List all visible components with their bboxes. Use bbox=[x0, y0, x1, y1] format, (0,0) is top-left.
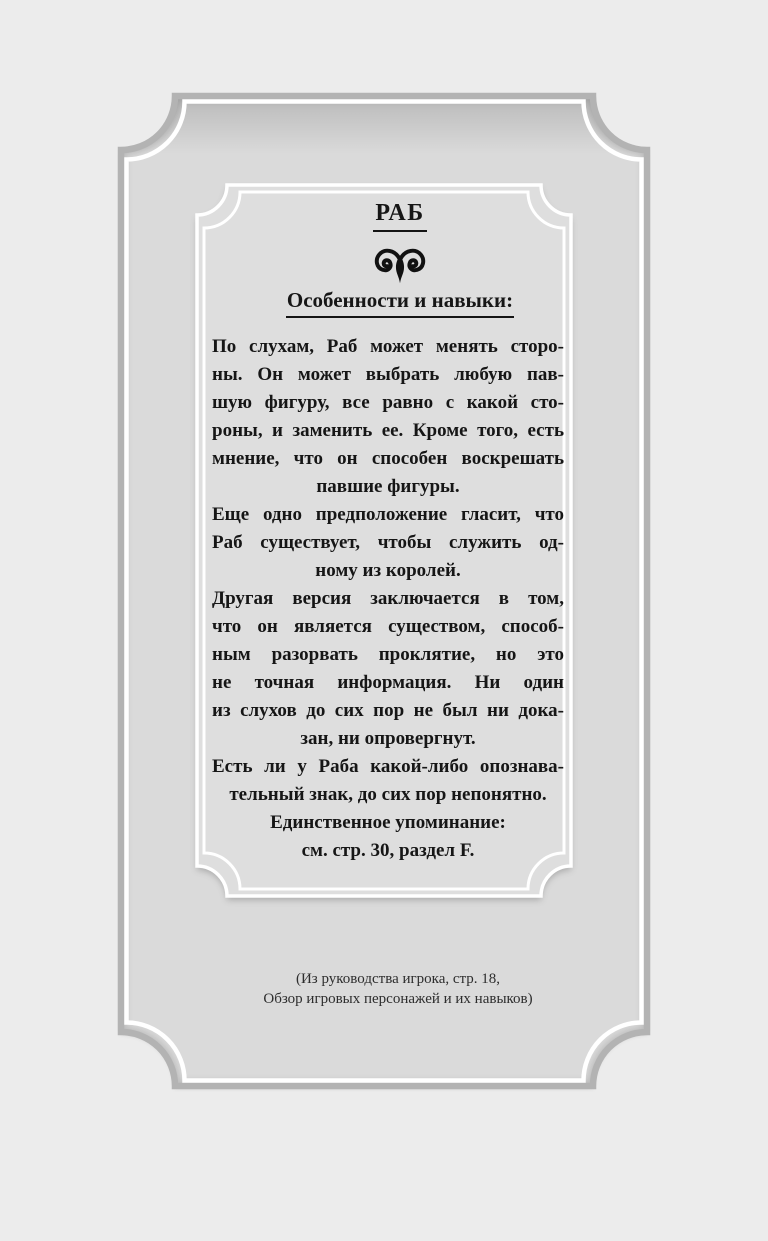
body-line: ным разорвать проклятие, но это bbox=[212, 644, 564, 665]
body-line: см. стр. 30, раздел F. bbox=[301, 840, 475, 861]
caption-line: (Из руководства игрока, стр. 18, bbox=[295, 971, 501, 987]
card-title bbox=[224, 200, 576, 232]
body-line: что он является существом, способ- bbox=[212, 616, 564, 637]
caption-line: Обзор игровых персонажей и их навыков) bbox=[263, 991, 533, 1007]
body-text bbox=[212, 333, 564, 865]
body-line: Единственное упоминание: bbox=[270, 812, 506, 833]
body-line: из слухов до сих пор не был ни дока- bbox=[212, 700, 564, 721]
body-line: Другая версия заключается в том, bbox=[212, 588, 564, 609]
body-line: роны, и заменить ее. Кроме того, есть bbox=[212, 420, 564, 441]
body-line: не точная информация. Ни один bbox=[212, 672, 564, 693]
body-line: шую фигуру, все равно с какой сто- bbox=[212, 392, 564, 413]
body-line: Еще одно предположение гласит, что bbox=[212, 504, 564, 525]
body-line: мнение, что он способен воскрешать bbox=[212, 448, 564, 469]
body-line: Раб существует, чтобы служить од- bbox=[212, 532, 564, 553]
body-line: зан, ни опровергнут. bbox=[300, 728, 476, 749]
body-line: Есть ли у Раба какой-либо опознава- bbox=[212, 756, 564, 777]
source-caption bbox=[14, 969, 768, 1009]
body-line: ны. Он может выбрать любую пав- bbox=[212, 364, 564, 385]
ram-horns-fleuron-icon bbox=[373, 246, 427, 290]
card-title-text: РАБ bbox=[373, 200, 426, 232]
body-line: По слухам, Раб может менять сторо- bbox=[212, 336, 564, 357]
section-heading-text: Особенности и навыки: bbox=[286, 287, 514, 318]
body-line: павшие фигуры. bbox=[316, 476, 460, 497]
body-line: тельный знак, до сих пор непонятно. bbox=[229, 784, 547, 805]
body-line: ному из королей. bbox=[315, 560, 461, 581]
section-heading bbox=[224, 287, 576, 318]
